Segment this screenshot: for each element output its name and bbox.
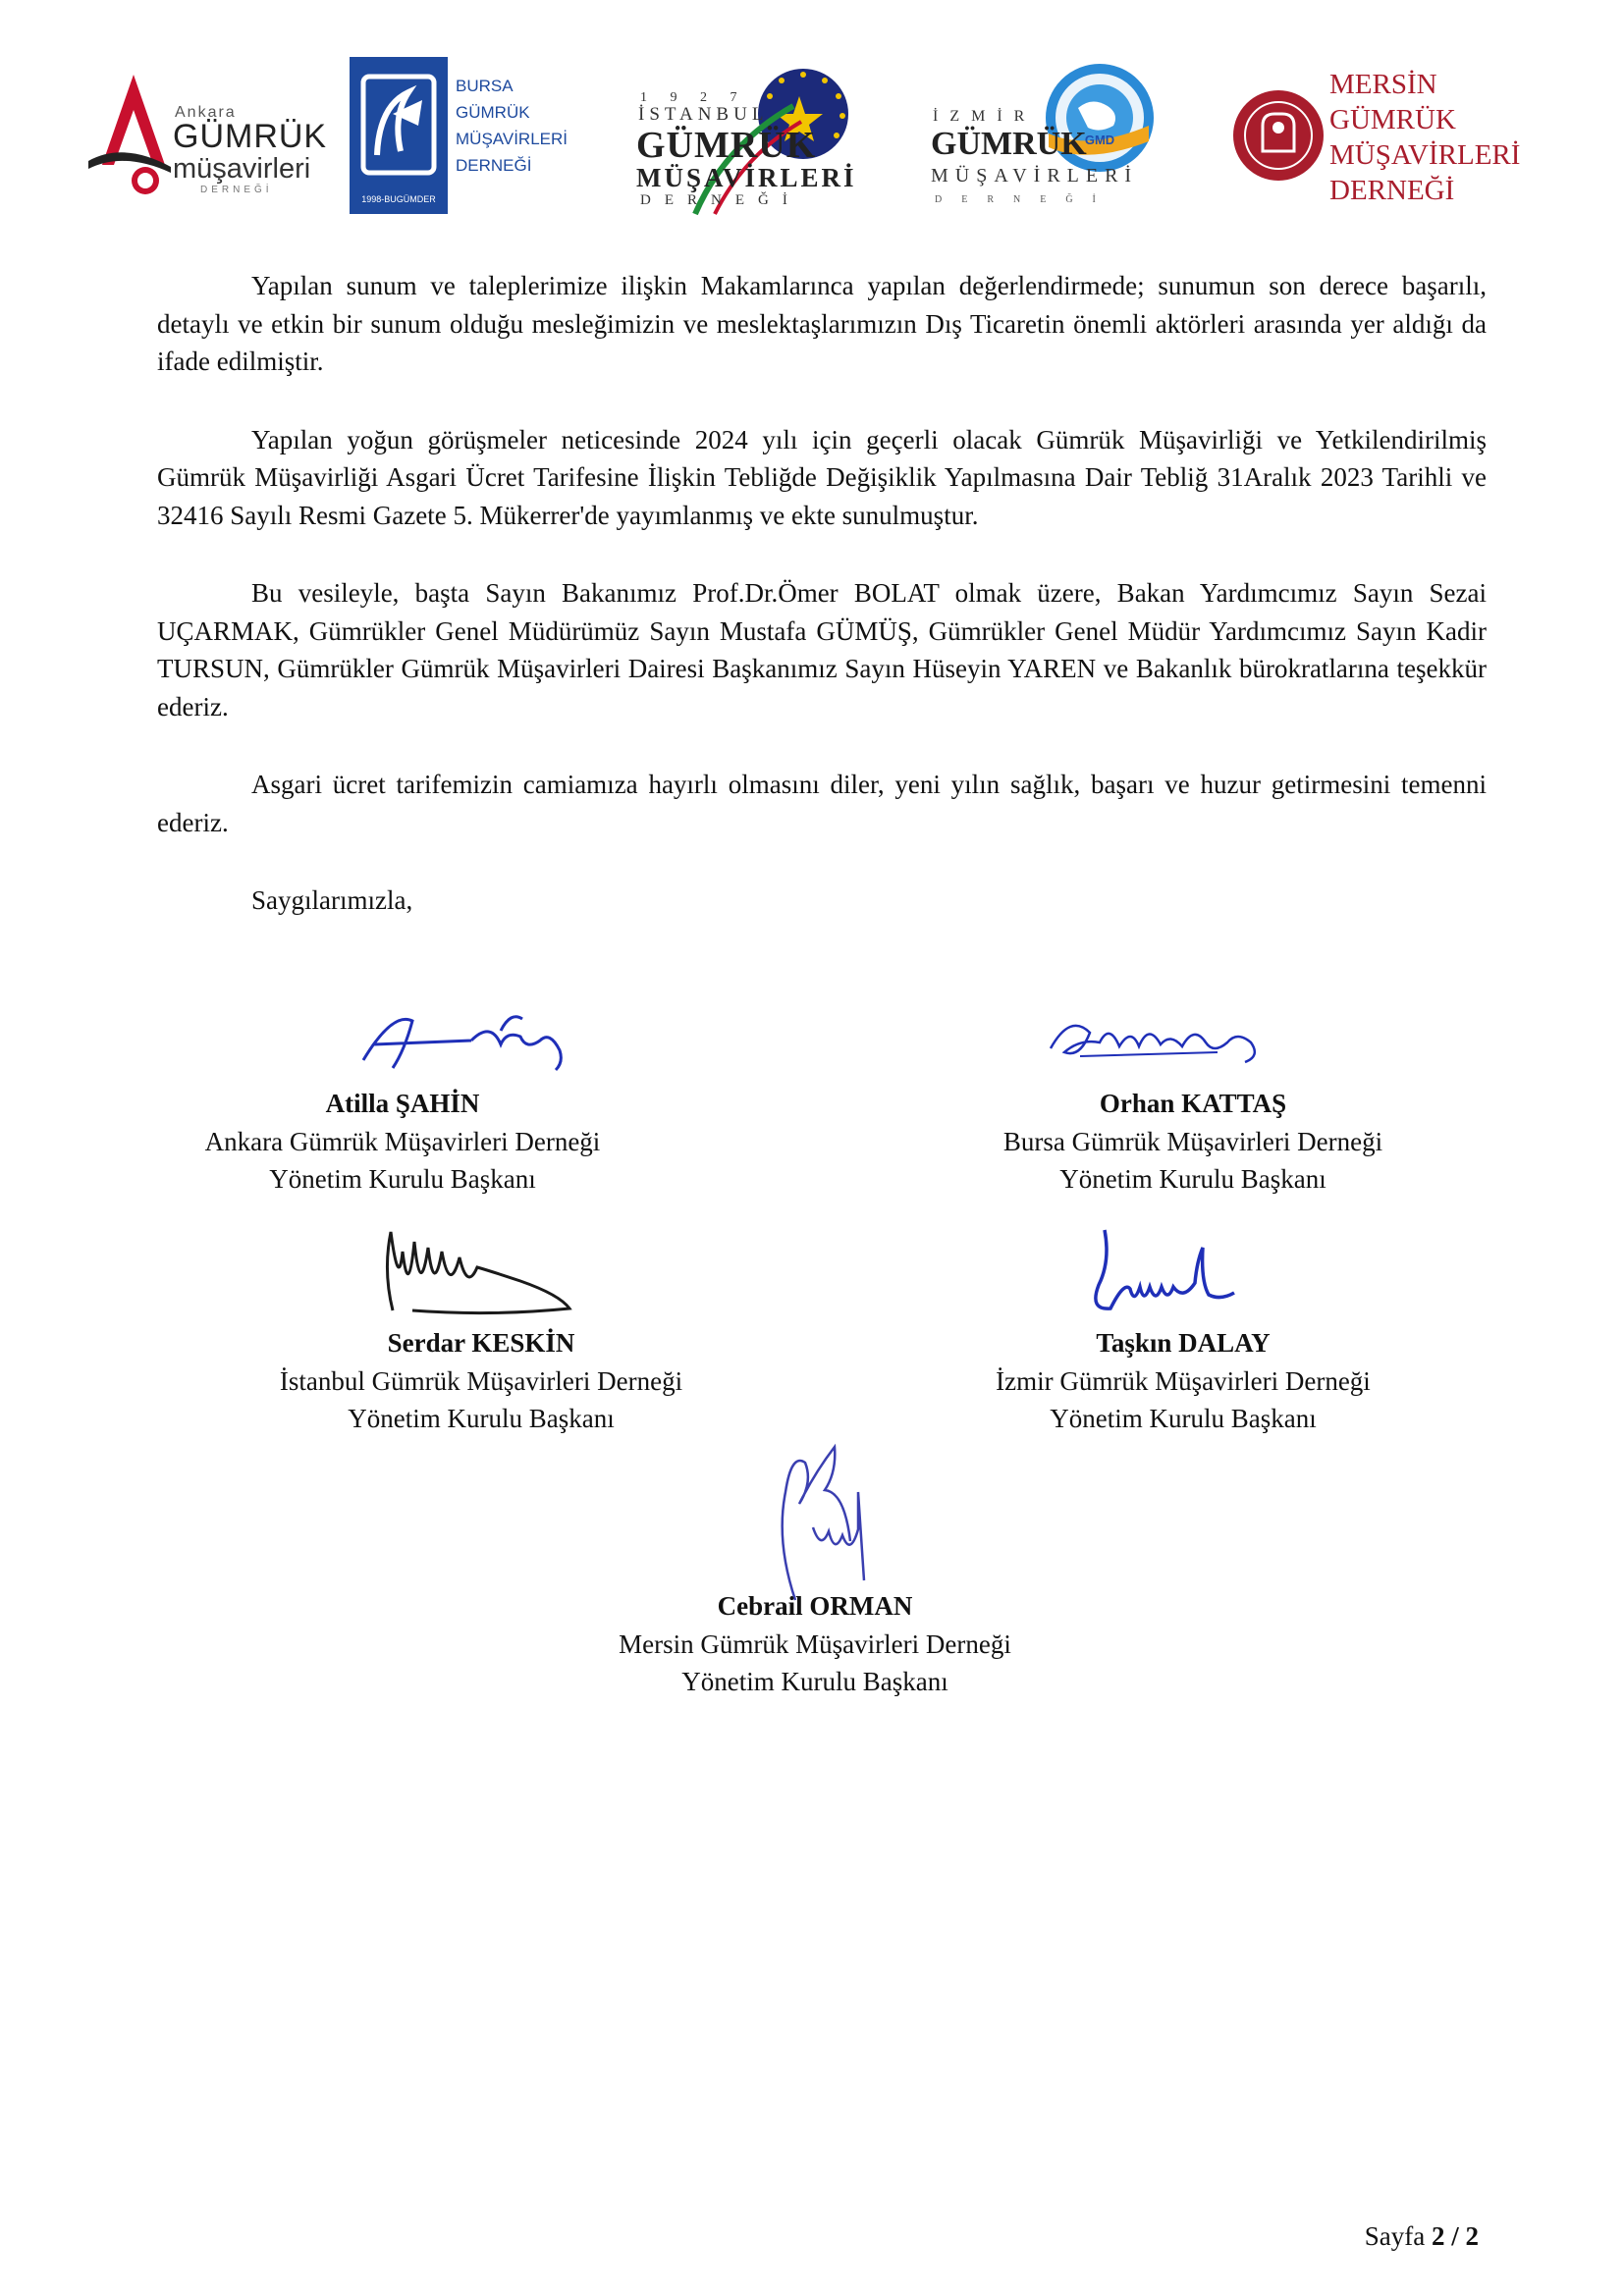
izmir-association-logo [931,57,1157,219]
mersin-association-logo [1233,57,1521,219]
istanbul-logo-subtitle: MÜŞAVİRLERİ [636,163,857,192]
page-number-label: Sayfa [1364,2221,1426,2251]
ankara-association-logo [84,57,328,219]
closing-salutation: Saygılarımızla, [251,885,413,915]
bursa-logo-line: DERNEĞİ [456,156,532,175]
signatory-organization: Bursa Gümrük Müşavirleri Derneği [1002,1126,1383,1156]
signatory-bursa [947,1085,1438,1199]
mersin-logo-seal [1233,57,1327,214]
istanbul-logo-title: GÜMRÜK [636,125,817,166]
bursa-logo-mark [350,57,448,214]
page-number-current: 2 [1431,2221,1445,2251]
signatory-title: Yönetim Kurulu Başkanı [681,1667,948,1696]
letter-body [157,267,1487,920]
bursa-logo-line: GÜMRÜK [456,103,530,122]
signatory-organization: İzmir Gümrük Müşavirleri Derneği [996,1365,1371,1396]
signatory-name: Serdar KESKİN [387,1328,575,1358]
mersin-logo-line: DERNEĞİ [1329,175,1455,206]
signatory-mersin [511,1587,1119,1701]
izmir-logo-title: GÜMRÜK [931,126,1087,162]
ankara-logo-title: GÜMRÜK [173,118,328,155]
mersin-logo-line: GÜMRÜK [1329,104,1456,135]
signatory-title: Yönetim Kurulu Başkanı [1050,1404,1317,1433]
signature-orhan-kattas [1041,1003,1286,1072]
signatory-name: Taşkın DALAY [1096,1328,1271,1358]
bursa-logo-line: BURSA [456,77,514,95]
ankara-logo-subtitle: müşavirleri [173,153,311,185]
signatory-name: Atilla ŞAHİN [325,1089,480,1118]
page-number-total: 2 [1465,2221,1479,2251]
signatory-organization: Ankara Gümrük Müşavirleri Derneği [204,1126,601,1156]
bursa-logo-line: MÜŞAVİRLERİ [456,130,568,148]
signatory-name: Cebrail ORMAN [717,1591,913,1621]
signatory-title: Yönetim Kurulu Başkanı [1059,1164,1326,1194]
page-number-separator: / [1451,2221,1459,2251]
ankara-logo-org: DERNEĞİ [200,185,273,195]
ankara-logo-mark [84,71,173,198]
istanbul-logo-org: DERNEĞİ [640,192,801,208]
signature-cebrail-orman [756,1433,903,1610]
ankara-logo-city: Ankara [175,104,237,121]
page-number [1365,2221,1479,2252]
signatory-istanbul [196,1324,766,1438]
bursa-logo-stamp: 1998-BUGÜMDER [361,194,436,204]
istanbul-association-logo [636,57,864,219]
bursa-logo-text [456,73,568,179]
paragraph-evaluation: Yapılan sunum ve taleplerimize ilişkin Makamlarınca yapılan değerlendirmede; sunumun son derece başarılı, detaylı ve etkin bir sunum olduğu mesleğimizin ve meslektaşlarımızın Dış Ticaretin önemli aktörleri arasında yer aldığı da ifade edilmiştir. [157,271,1487,376]
signature-taskin-dalay [1075,1222,1272,1320]
paragraph-tariff-announcement: Yapılan yoğun görüşmeler neticesinde 2024 yılı için geçerli olacak Gümrük Müşavirliği ve Yetkilendirilmiş Gümrük Müşavirliği Asgari Ücret Tarifesine İlişkin Tebliğde Değişiklik Yapılmasına Dair Tebliğ 31Aralık 2023 Tarihli ve 32416 Sayılı Resmi Gazete 5. Mükerrer'de yayımlanmış ve ekte sunulmuştur. [157,424,1487,530]
signature-atilla-sahin [353,1001,589,1080]
izmir-logo-badge: GMD [1084,133,1115,147]
paragraph-wishes: Asgari ücret tarifemizin camiamıza hayırlı olmasını diler, yeni yılın sağlık, başarı ve huzur getirmesini temenni ederiz. [157,770,1487,837]
paragraph-thanks: Bu vesileyle, başta Sayın Bakanımız Prof.Dr.Ömer BOLAT olmak üzere, Bakan Yardımcımız Sayın Sezai UÇARMAK, Gümrükler Genel Müdürümüz Sayın Mustafa GÜMÜŞ, Gümrükler Genel Müdür Yardımcımız Sayın Kadir TURSUN, Gümrükler Gümrük Müşavirleri Dairesi Başkanımız Sayın Hüseyin YAREN ve Bakanlık bürokratlarına teşekkür ederiz. [157,578,1487,721]
signatory-title: Yönetim Kurulu Başkanı [348,1404,615,1433]
istanbul-logo-year: 1 9 2 7 [640,90,747,105]
istanbul-logo-city: İSTANBUL [638,104,769,125]
signature-serdar-keskin [373,1212,589,1320]
signatory-ankara [128,1085,677,1199]
signatory-izmir [928,1324,1438,1438]
signatory-organization: İstanbul Gümrük Müşavirleri Derneği [279,1365,683,1396]
izmir-logo-org: DERNEĞİ [935,194,1115,205]
signatory-organization: Mersin Gümrük Müşavirleri Derneği [619,1629,1011,1659]
signatory-title: Yönetim Kurulu Başkanı [269,1164,536,1194]
mersin-logo-line: MÜŞAVİRLERİ [1329,139,1521,171]
mersin-logo-line: MERSİN [1329,69,1437,100]
izmir-logo-city: İZMİR [933,108,1037,125]
signatory-name: Orhan KATTAŞ [1099,1089,1287,1118]
bursa-association-logo [350,57,568,219]
izmir-logo-subtitle: MÜŞAVİRLERİ [931,165,1139,187]
mersin-logo-text [1329,67,1520,208]
